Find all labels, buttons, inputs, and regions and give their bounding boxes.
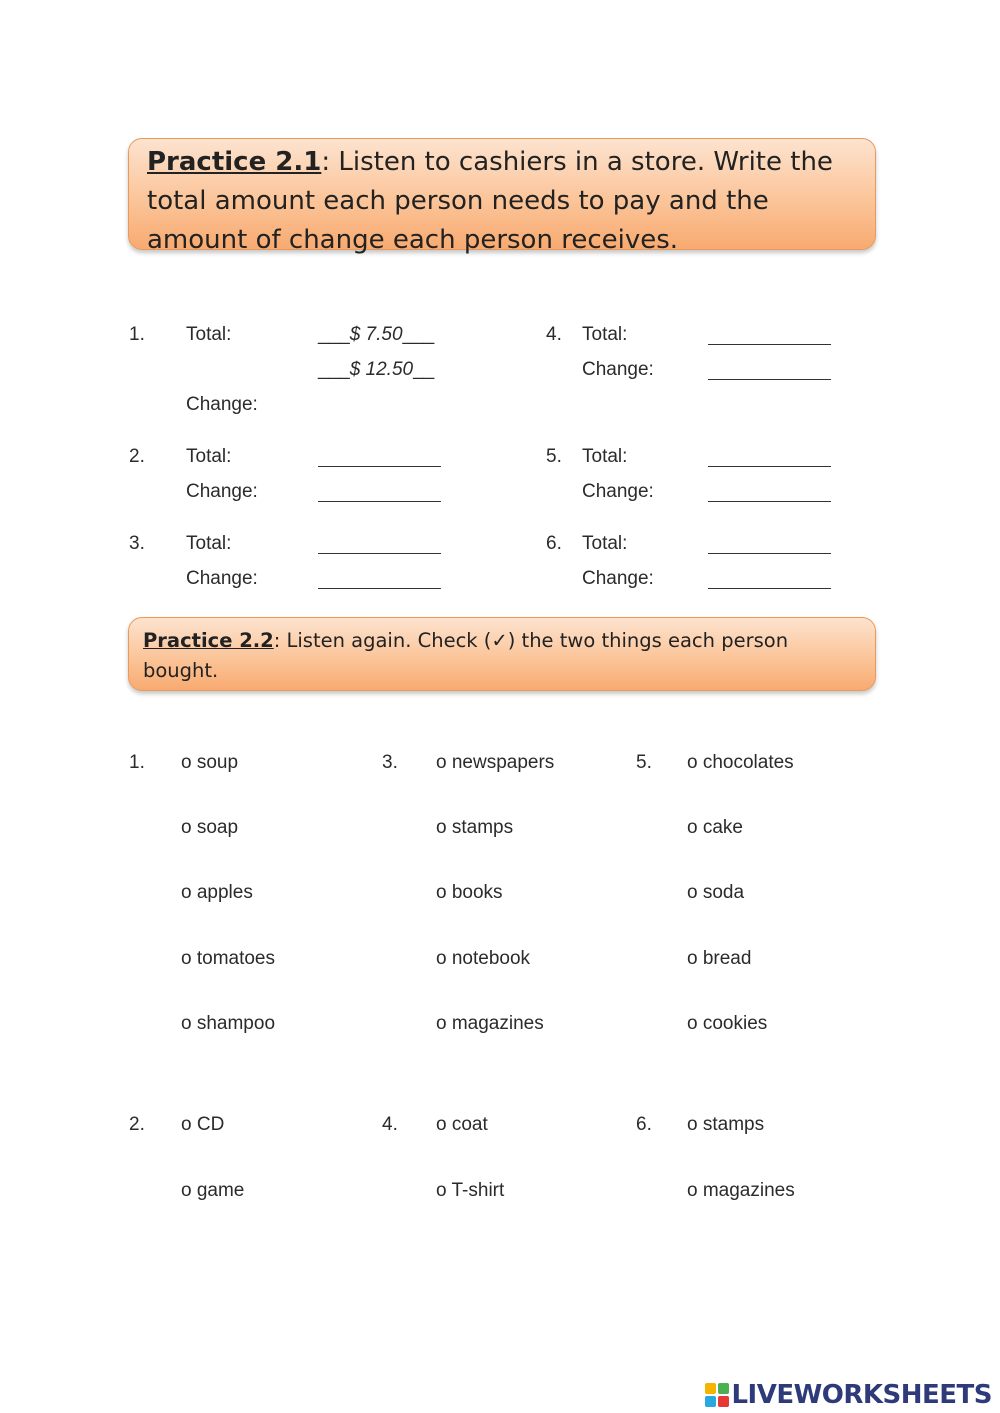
change-label: Change: — [582, 481, 654, 502]
liveworksheets-logo — [705, 1378, 992, 1412]
change-label: Change: — [186, 394, 258, 415]
checkbox-option[interactable]: o cookies — [687, 1013, 768, 1034]
checkbox-option[interactable]: o notebook — [436, 948, 531, 969]
checkbox-option[interactable]: o chocolates — [687, 752, 794, 773]
practice-2-1-instructions — [128, 138, 876, 255]
checkbox-option[interactable]: o T-shirt — [436, 1180, 505, 1201]
checkbox-option[interactable]: o apples — [181, 882, 253, 903]
total-blank[interactable] — [708, 344, 831, 345]
item-number: 5. — [636, 752, 652, 773]
checkbox-option[interactable]: o stamps — [687, 1114, 765, 1135]
practice-2-1-title: Practice 2.1 — [147, 147, 322, 177]
total-label: Total: — [186, 446, 232, 467]
logo-square — [705, 1383, 716, 1394]
total-label: Total: — [582, 446, 628, 467]
change-label: Change: — [582, 568, 654, 589]
total-blank[interactable] — [318, 466, 441, 467]
checkbox-option[interactable]: o tomatoes — [181, 948, 275, 969]
total-label: Total: — [582, 324, 628, 345]
change-blank[interactable] — [318, 588, 441, 589]
item-number: 1. — [129, 324, 145, 345]
checkbox-option[interactable]: o coat — [436, 1114, 488, 1135]
checkbox-option[interactable]: o newspapers — [436, 752, 555, 773]
logo-square — [705, 1396, 716, 1407]
total-blank[interactable] — [708, 466, 831, 467]
item-number: 6. — [546, 533, 562, 554]
total-label: Total: — [186, 324, 232, 345]
checkbox-option[interactable]: o soda — [687, 882, 745, 903]
total-label: Total: — [186, 533, 232, 554]
item-number: 1. — [129, 752, 145, 773]
total-blank[interactable] — [708, 553, 831, 554]
checkbox-option[interactable]: o game — [181, 1180, 245, 1201]
checkbox-option[interactable]: o CD — [181, 1114, 225, 1135]
checkbox-option[interactable]: o shampoo — [181, 1013, 276, 1034]
item-number: 3. — [129, 533, 145, 554]
checkbox-option[interactable]: o bread — [687, 948, 752, 969]
change-blank[interactable] — [708, 379, 831, 380]
logo-square — [718, 1396, 729, 1407]
change-blank[interactable] — [318, 501, 441, 502]
total-answer-field[interactable]: ___$ 7.50___ — [318, 324, 435, 345]
item-number: 5. — [546, 446, 562, 467]
logo-square — [718, 1383, 729, 1394]
item-number: 2. — [129, 1114, 145, 1135]
total-answer: $ 7.50 — [349, 324, 403, 345]
checkbox-option[interactable]: o books — [436, 882, 503, 903]
item-number: 6. — [636, 1114, 652, 1135]
logo-text: LIVEWORKSHEETS — [731, 1380, 992, 1410]
checkbox-option[interactable]: o magazines — [687, 1180, 795, 1201]
change-label: Change: — [186, 481, 258, 502]
practice-2-2-title: Practice 2.2 — [143, 629, 274, 652]
practice-2-2-instructions — [128, 617, 876, 691]
change-answer-field[interactable]: ___$ 12.50__ — [318, 359, 435, 380]
checkbox-option[interactable]: o stamps — [436, 817, 514, 838]
change-blank[interactable] — [708, 501, 831, 502]
item-number: 4. — [546, 324, 562, 345]
total-label: Total: — [582, 533, 628, 554]
checkbox-option[interactable]: o cake — [687, 817, 743, 838]
change-blank[interactable] — [708, 588, 831, 589]
change-label: Change: — [582, 359, 654, 380]
total-blank[interactable] — [318, 553, 441, 554]
checkbox-option[interactable]: o soap — [181, 817, 239, 838]
practice-2-1-text: : Listen to cashiers in a store. Write the total amount each person needs to pay and the amount of change each person receives. — [147, 147, 833, 255]
item-number: 2. — [129, 446, 145, 467]
checkbox-option[interactable]: o magazines — [436, 1013, 544, 1034]
item-number: 4. — [382, 1114, 398, 1135]
practice-2-2-text: : Listen again. Check (✓) the two things each person bought. — [143, 629, 789, 682]
item-number: 3. — [382, 752, 398, 773]
logo-mark-icon — [705, 1383, 729, 1407]
change-answer: $ 12.50 — [349, 359, 414, 380]
checkbox-option[interactable]: o soup — [181, 752, 239, 773]
change-label: Change: — [186, 568, 258, 589]
